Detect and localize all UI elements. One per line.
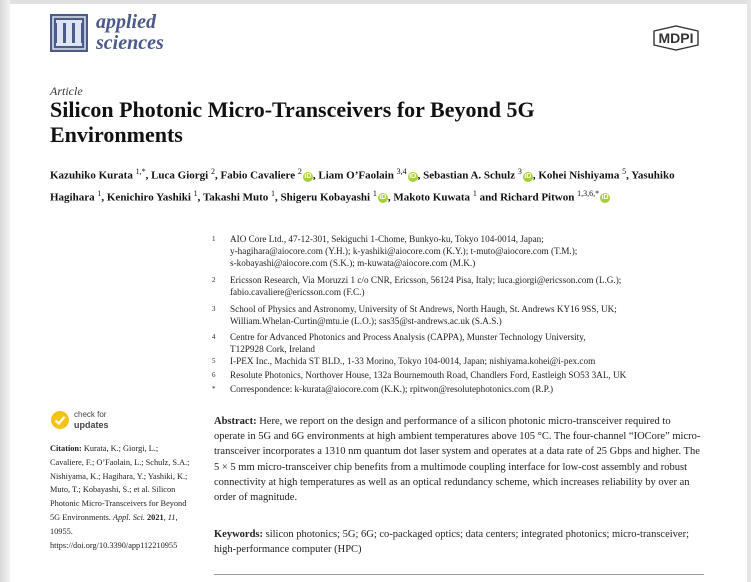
citation-text: Kurata, K.; Giorgi, L.; Cavaliere, F.; O’Faolain, L.; Schulz, S.A.; Nishiyama, K.; Hagihara, Y.; Yashiki, K.; Muto, T.; Kobayashi, S.; et al. Silicon Photonic Micro-Transceivers for Beyond 5G Environments. (50, 444, 190, 522)
citation-volume: , 11, (163, 512, 178, 522)
abstract-text: Here, we report on the design and performance of a silicon photonic micro-transceiver required to operate in 5G and 6G environments at high ambient temperatures above 105 °C. The four-channel “IOCore” micro-transceiver incorporates a 1310 nm quantum dot laser system and operates at a data rate of 25 Gbps and higher. The 5 × 5 mm micro-transceiver chip benefits from a multimode coupling interface for low-cost assembly and robust connectivity at high temperatures as well as an optical redundancy scheme, which increases reliability by over an order of magnitude. (214, 416, 701, 504)
affiliation-line: Correspondence: k-kurata@aiocore.com (K.K.); rpitwon@resolutephotonics.com (R.P.) (230, 384, 554, 394)
affiliation-line: fabio.cavaliere@ericsson.com (F.C.) (230, 287, 365, 297)
author-affiliation-marker: 1 (97, 188, 102, 198)
author-affiliation-marker: 2 (210, 167, 215, 176)
author-affiliation-marker: 1 (372, 188, 377, 198)
check-updates-line2: updates (74, 420, 109, 430)
affiliation-item (212, 369, 702, 381)
author-name: Richard Pitwon (500, 191, 575, 204)
author-name: Fabio Cavaliere (220, 169, 296, 182)
affiliation-number: 3 (212, 305, 216, 313)
affiliation-text (230, 369, 702, 381)
keywords-label: Keywords: (214, 529, 263, 540)
author-name: Yasuhiko Hagihara (50, 169, 675, 204)
author-affiliation-marker: 3 (517, 167, 522, 176)
check-updates-line1: check for (74, 410, 107, 419)
page-left-edge (0, 0, 10, 582)
author-separator: , (532, 169, 539, 182)
check-updates-label (74, 410, 109, 431)
affiliation-line: I-PEX Inc., Machida ST BLD., 1-33 Morino, Tokyo 104-0014, Japan; nishiyama.kohei@i-pex.com (230, 356, 596, 366)
orcid-icon[interactable]: iD (304, 172, 312, 180)
page-right-edge (747, 0, 751, 582)
author-affiliation-marker: 1,* (135, 167, 146, 176)
journal-name (96, 12, 164, 54)
affiliation-number: 1 (212, 235, 216, 243)
affiliation-text (230, 355, 702, 367)
author-name: Luca Giorgi (151, 169, 209, 182)
author-name: Sebastian A. Schulz (423, 169, 516, 182)
keywords-text: silicon photonics; 5G; 6G; co-packaged optics; data centers; integrated photonics; micro-transceiver; high-performance computer (HPC) (214, 529, 689, 556)
affiliation-number: 2 (212, 276, 216, 284)
author-list (50, 163, 690, 206)
affiliation-item (212, 331, 702, 355)
author-separator: , (101, 191, 107, 204)
author-affiliation-marker: 1 (271, 188, 276, 198)
affiliation-item (212, 303, 702, 327)
author-affiliation-marker: 1,3,6,* (577, 188, 600, 198)
author-separator: , (312, 169, 319, 182)
affiliation-text (230, 274, 702, 298)
journal-logo-icon (50, 14, 88, 52)
orcid-icon[interactable]: iD (601, 194, 609, 202)
journal-name-line2: sciences (96, 32, 164, 54)
affiliation-number: 6 (212, 371, 216, 379)
affiliation-item (212, 274, 702, 298)
citation-year: 2021 (144, 512, 164, 522)
author-separator: , (387, 191, 394, 204)
author-separator: , (197, 191, 203, 204)
author-separator: , (214, 169, 221, 182)
citation-journal: Appl. Sci. (112, 512, 145, 522)
affiliation-text (230, 233, 702, 269)
author-affiliation-marker: 3,4 (396, 167, 407, 176)
affiliation-line: William.Whelan-Curtin@mtu.ie (L.O.); sas35@st-andrews.ac.uk (S.A.S.) (230, 316, 502, 326)
author-separator: , (626, 169, 632, 182)
affiliation-text (230, 331, 702, 355)
author-separator: , (145, 169, 152, 182)
author-affiliation-marker: 5 (622, 167, 627, 176)
orcid-icon[interactable]: iD (524, 172, 532, 180)
citation-label: Citation: (50, 444, 82, 453)
author-name: Shigeru Kobayashi (280, 191, 371, 204)
affiliation-line: School of Physics and Astronomy, University of St Andrews, North Haugh, St. Andrews KY16 9SS, UK; (230, 304, 617, 314)
check-for-updates-button[interactable] (50, 410, 160, 432)
orcid-icon[interactable]: iD (409, 172, 417, 180)
orcid-icon[interactable]: iD (379, 194, 387, 202)
affiliation-text (230, 303, 702, 327)
abstract (214, 414, 704, 505)
author-name: Kazuhiko Kurata (50, 169, 133, 182)
paper-title: Silicon Photonic Micro-Transceivers for Beyond 5G Environments (50, 97, 535, 147)
affiliation-line: T12P928 Cork, Ireland (230, 344, 315, 354)
affiliation-line: s-kobayashi@aiocore.com (S.K.); m-kuwata@aiocore.com (M.K.) (230, 258, 476, 268)
affiliation-line: Ericsson Research, Via Moruzzi 1 c/o CNR, Ericsson, 56124 Pisa, Italy; luca.giorgi@ericsson.com (L.G.); (230, 275, 622, 285)
affiliation-line: Resolute Photonics, Northover House, 132a Bournemouth Road, Chandlers Ford, Eastleigh SO53 3AL, UK (230, 370, 627, 380)
affiliation-item (212, 383, 702, 395)
affiliation-number: 4 (212, 333, 216, 341)
citation-doi[interactable]: 10955. https://doi.org/10.3390/app112210955 (50, 526, 178, 550)
author-name: Makoto Kuwata (393, 191, 471, 204)
author-separator: and (476, 191, 501, 204)
keywords (214, 527, 704, 557)
section-divider (214, 574, 704, 575)
author-name: Liam O’Faolain (318, 169, 394, 182)
affiliation-line: AIO Core Ltd., 47-12-301, Sekiguchi 1-Chome, Bunkyo-ku, Tokyo 104-0014, Japan; (230, 234, 544, 244)
author-separator: , (417, 169, 424, 182)
author-affiliation-marker: 2 (297, 167, 302, 176)
citation-block (50, 442, 190, 552)
affiliation-number: * (212, 385, 216, 393)
author-separator: , (275, 191, 281, 204)
publisher-name: MDPI (658, 30, 694, 46)
affiliation-item (212, 355, 702, 367)
check-updates-icon (50, 410, 70, 430)
author-name: Kenichiro Yashiki (106, 191, 191, 204)
abstract-label: Abstract: (214, 416, 257, 427)
mdpi-logo (650, 25, 702, 51)
journal-name-line1: applied (96, 11, 156, 33)
author-affiliation-marker: 1 (193, 188, 198, 198)
affiliation-text (230, 383, 702, 395)
author-name: Kohei Nishiyama (538, 169, 620, 182)
author-affiliation-marker: 1 (472, 188, 477, 198)
author-name: Takashi Muto (202, 191, 269, 204)
page-top-edge (0, 0, 751, 4)
affiliation-line: y-hagihara@aiocore.com (Y.H.); k-yashiki@aiocore.com (K.Y.); t-muto@aiocore.com (T.M.); (230, 246, 578, 256)
affiliation-item (212, 233, 702, 269)
affiliation-number: 5 (212, 357, 216, 365)
article-type: Article (50, 84, 83, 98)
affiliation-line: Centre for Advanced Photonics and Process Analysis (CAPPA), Munster Technology University, (230, 332, 586, 342)
